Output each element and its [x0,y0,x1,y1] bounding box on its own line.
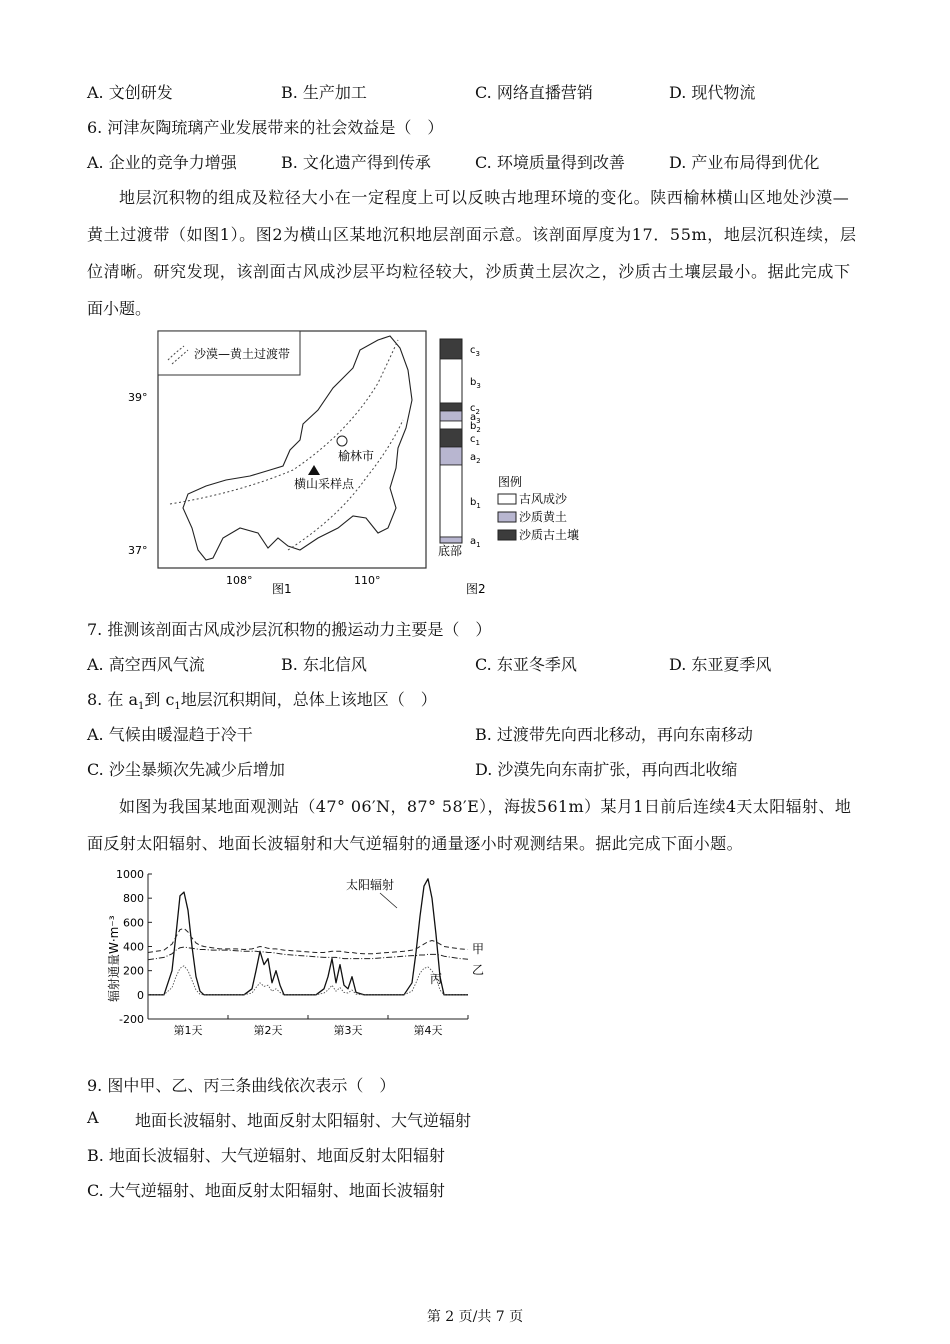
figure1-caption: 图1 [272,582,292,596]
q6-option-d: D. 产业布局得到优化 [669,153,820,172]
figure1-map [128,328,436,598]
q9-option-b: B. 地面长波辐射、大气逆辐射、地面反射太阳辐射 [87,1146,445,1165]
stratum-label-b3: $b_3$ [470,377,481,390]
passage1-line2: 黄土过渡带（如图1）。图2为横山区某地沉积地层剖面示意。该剖面厚度为17．55m，地层沉积连续，层 [87,225,857,244]
stratum-b1 [440,465,462,537]
y-tick-label: 600 [123,916,144,930]
series-label-yi: 乙 [472,963,485,977]
stratum-a1 [440,537,462,543]
y-tick-label: 400 [123,940,144,954]
q8-option-b: B. 过渡带先向西北移动，再向东南移动 [475,725,753,744]
q7-option-c: C. 东亚冬季风 [475,655,577,674]
passage1-line4: 面小题。 [87,299,152,318]
passage2-line1: 如图为我国某地面观测站（47° 06′N，87° 58′E），海拔561m）某月1日前后连续4天太阳辐射、地 [119,797,852,816]
stratum-c3 [440,339,462,359]
stratum-label-b2: $b_2$ [470,421,481,434]
map-legend-label: 沙漠—黄土过渡带 [194,347,291,361]
q5-option-c: C. 网络直播营销 [475,83,593,102]
stratum-a2 [440,447,462,465]
q7-option-a: A. 高空西风气流 [87,655,205,674]
series-line-3 [148,966,468,995]
q6-stem: 6. 河津灰陶琉璃产业发展带来的社会效益是（ ） [87,118,444,137]
q8-option-c: C. 沙尘暴频次先减少后增加 [87,760,285,779]
page-footer: 第 2 页/共 7 页 [426,1309,524,1325]
sample-point-label: 横山采样点 [294,477,355,491]
q5-option-d: D. 现代物流 [669,83,756,102]
legend-label-soil: 沙质古土壤 [519,528,580,542]
radiation-chart [100,862,500,1042]
q9-option-a-text: 地面长波辐射、地面反射太阳辐射、大气逆辐射 [135,1111,472,1130]
city-marker [337,436,347,446]
q7-stem: 7. 推测该剖面古风成沙层沉积物的搬运动力主要是（ ） [87,620,492,639]
y-tick-label: 800 [123,892,144,906]
stratum-label-c1: $c_1$ [470,434,480,447]
series-line-0 [148,879,468,995]
passage1-line1: 地层沉积物的组成及粒径大小在一定程度上可以反映古地理环境的变化。陕西榆林横山区地处沙漠— [119,188,850,207]
y-tick-label: 200 [123,964,144,978]
q8-stem: 8. 在 $a_1$到 $c_1$地层沉积期间，总体上该地区（ ） [87,690,437,713]
stratum-c2 [440,403,462,411]
q5-option-a: A. 文创研发 [87,83,173,102]
q7-option-d: D. 东亚夏季风 [669,655,772,674]
q9-stem: 9. 图中甲、乙、丙三条曲线依次表示（ ） [87,1076,396,1095]
chart-ylabel: 辐射通量W·m⁻³ [107,915,121,1002]
series-label-bing: 丙 [430,972,443,986]
stratum-label-a2: $a_2$ [470,452,481,465]
q5-option-b: B. 生产加工 [281,83,367,102]
legend-swatch-loess [498,512,516,522]
y-tick-label: 0 [137,988,144,1002]
q7-option-b: B. 东北信风 [281,655,367,674]
y-tick-label: 1000 [116,868,144,881]
q9-option-a-letter: A [87,1108,99,1127]
chart-axes [116,868,468,1037]
chart-lines [148,879,468,995]
lat-label-37: 37° [128,544,148,557]
solar-label-leader [380,893,397,908]
q6-option-b: B. 文化遗产得到传承 [281,153,431,172]
fig2-legend-title: 图例 [498,475,523,489]
stratum-a3 [440,411,462,421]
x-tick-label: 第2天 [253,1024,283,1037]
legend-label-sand: 古风成沙 [519,492,568,506]
stratum-b2 [440,421,462,429]
stratum-label-c3: $c_3$ [470,345,480,358]
lon-label-108: 108° [226,574,253,587]
y-tick-label: -200 [119,1013,144,1026]
q8-option-d: D. 沙漠先向东南扩张，再向西北收缩 [475,760,738,779]
q6-option-c: C. 环境质量得到改善 [475,153,625,172]
series-line-1 [148,928,468,953]
column-bottom-label: 底部 [438,544,463,558]
figure2-column [436,336,596,598]
sample-point-marker [308,465,320,475]
legend-label-loess: 沙质黄土 [519,510,568,524]
city-label: 榆林市 [338,449,375,463]
stratum-label-c2: $c_2$ [470,403,480,416]
q8-option-a: A. 气候由暖湿趋于冷干 [87,725,253,744]
series-label-solar: 太阳辐射 [346,878,395,892]
q6-option-a: A. 企业的竞争力增强 [87,153,237,172]
series-line-2 [148,947,468,960]
lat-label-39: 39° [128,391,148,404]
x-tick-label: 第4天 [413,1024,443,1037]
passage2-line2: 面反射太阳辐射、地面长波辐射和大气逆辐射的通量逐小时观测结果。据此完成下面小题。 [87,834,744,853]
passage1-line3: 位清晰。研究发现，该剖面古风成沙层平均粒径较大，沙质黄土层次之，沙质古土壤层最小。据此完成下 [87,262,851,281]
x-tick-label: 第1天 [173,1024,203,1037]
stratum-b3 [440,359,462,403]
stratum-label-a1: $a_1$ [470,536,481,549]
strata-group [440,339,481,549]
x-tick-label: 第3天 [333,1024,363,1037]
stratum-label-b1: $b_1$ [470,497,481,510]
stratum-c1 [440,429,462,447]
figure2-caption: 图2 [466,582,486,596]
series-label-jia: 甲 [472,942,485,956]
legend-swatch-soil [498,530,516,540]
legend-swatch-sand [498,494,516,504]
lon-label-110: 110° [354,574,381,587]
q9-option-c: C. 大气逆辐射、地面反射太阳辐射、地面长波辐射 [87,1181,445,1200]
stratum-label-a3: $a_3$ [470,412,481,425]
